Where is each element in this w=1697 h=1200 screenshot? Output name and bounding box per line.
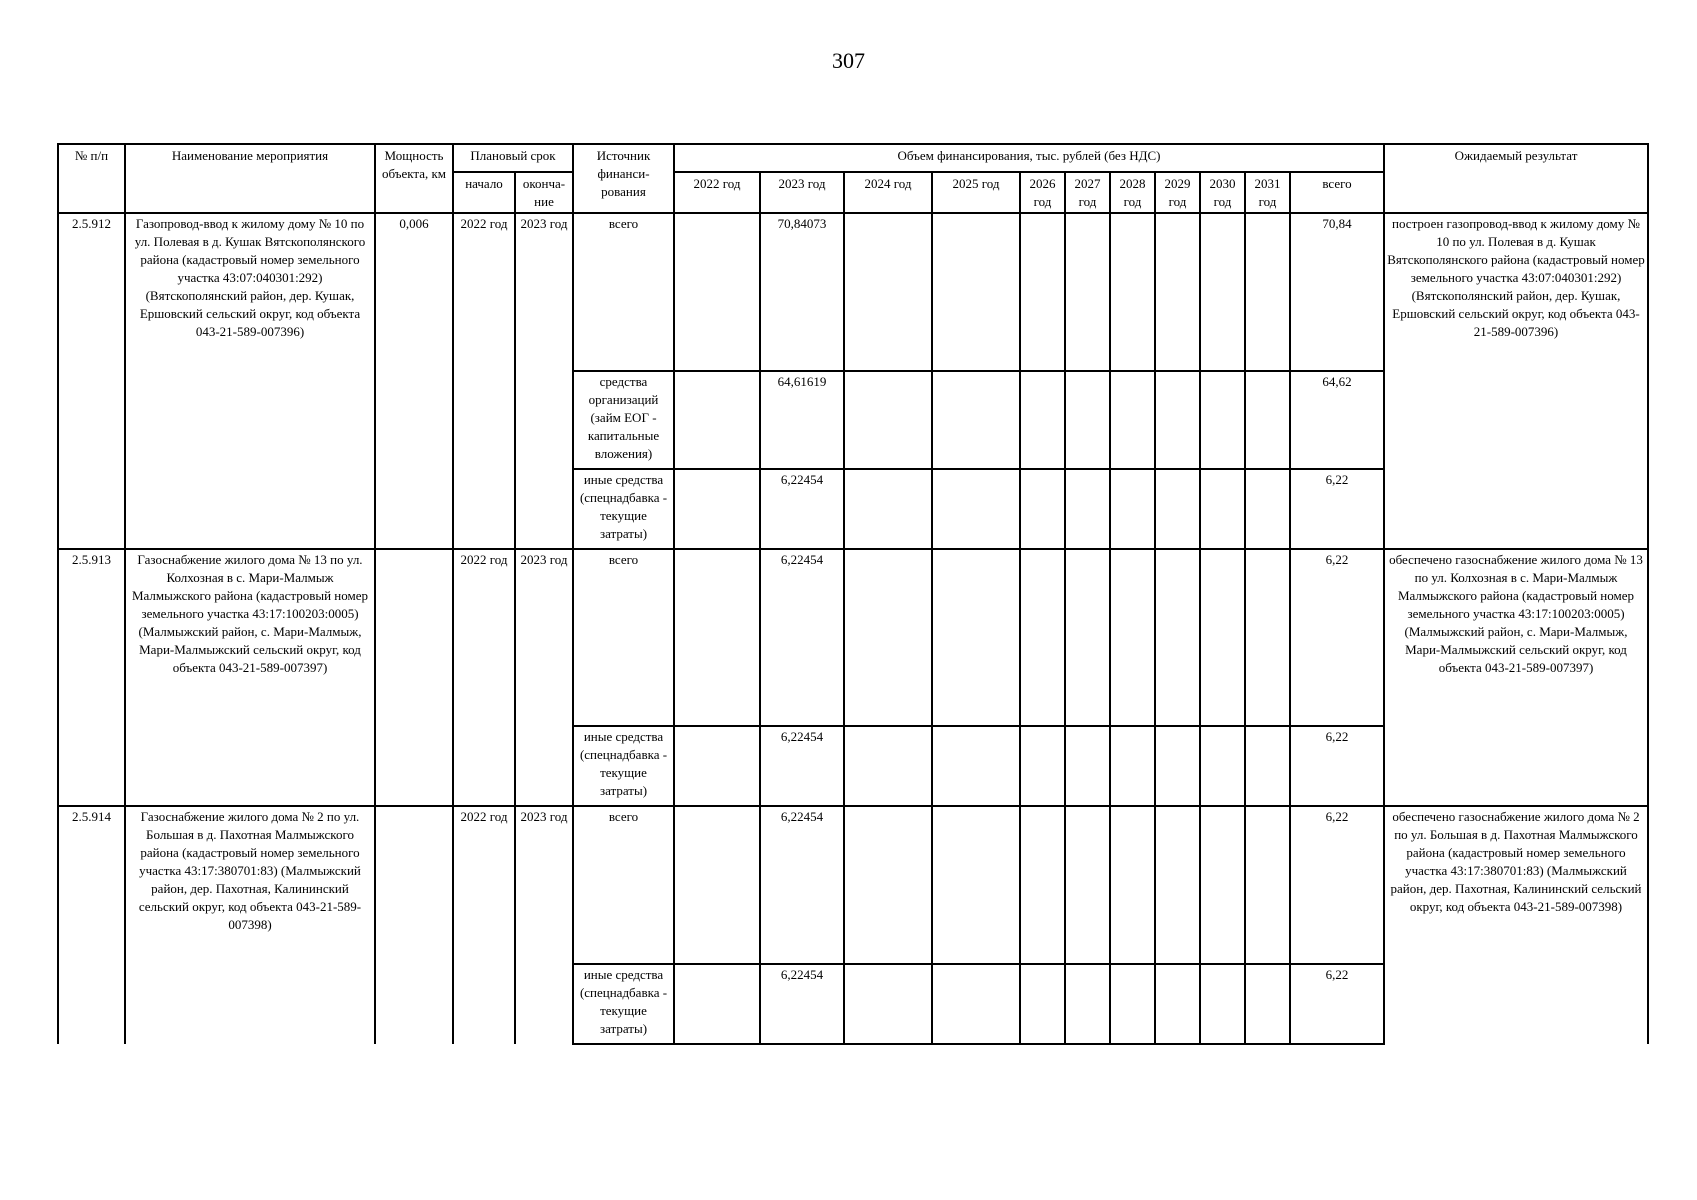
row-start: 2022 год: [453, 213, 515, 549]
header-capacity: Мощность объекта, км: [375, 144, 453, 213]
value-2027: [1065, 371, 1110, 469]
value-2030: [1200, 549, 1245, 726]
value-2023: 6,22454: [760, 726, 844, 806]
value-2030: [1200, 964, 1245, 1044]
value-2022: [674, 964, 760, 1044]
header-term-start: начало: [453, 172, 515, 213]
value-2025: [932, 726, 1020, 806]
value-2023: 6,22454: [760, 806, 844, 964]
value-2024: [844, 549, 932, 726]
value-2022: [674, 806, 760, 964]
value-2023: 70,84073: [760, 213, 844, 371]
header-term-end: оконча-ние: [515, 172, 573, 213]
value-2027: [1065, 213, 1110, 371]
value-2029: [1155, 469, 1200, 549]
value-2028: [1110, 806, 1155, 964]
value-2023: 6,22454: [760, 549, 844, 726]
value-2028: [1110, 964, 1155, 1044]
value-2024: [844, 964, 932, 1044]
header-num: № п/п: [58, 144, 125, 213]
value-2026: [1020, 371, 1065, 469]
header-year: 2024 год: [844, 172, 932, 213]
value-2030: [1200, 371, 1245, 469]
value-2025: [932, 549, 1020, 726]
row-start: 2022 год: [453, 806, 515, 1044]
value-total: 64,62: [1290, 371, 1384, 469]
value-2022: [674, 371, 760, 469]
row-end: 2023 год: [515, 806, 573, 1044]
value-2022: [674, 726, 760, 806]
page-number: 307: [832, 48, 865, 73]
value-2028: [1110, 726, 1155, 806]
value-total: 70,84: [1290, 213, 1384, 371]
value-2025: [932, 964, 1020, 1044]
header-source: Источник финанси-рования: [573, 144, 674, 213]
source-label: средства организаций (займ ЕОГ - капитальные вложения): [573, 371, 674, 469]
source-label: иные средства (спецнадбавка - текущие затраты): [573, 469, 674, 549]
value-total: 6,22: [1290, 964, 1384, 1044]
value-2025: [932, 806, 1020, 964]
value-2030: [1200, 806, 1245, 964]
row-capacity: [375, 806, 453, 1044]
row-result: обеспечено газоснабжение жилого дома № 13 по ул. Колхозная в с. Мари-Малмыж Малмыжского района (кадастровый номер земельного участка 43:17:100203:0005) (Малмыжский район, с. Мари-Малмыж, Мари-Малмыжский сельский округ, код объекта 043-21-589-007397): [1384, 549, 1648, 806]
header-year: 2027 год: [1065, 172, 1110, 213]
value-2022: [674, 549, 760, 726]
value-2025: [932, 371, 1020, 469]
value-2024: [844, 806, 932, 964]
row-name: Газоснабжение жилого дома № 2 по ул. Большая в д. Пахотная Малмыжского района (кадастровый номер земельного участка 43:17:380701:83) (Малмыжский район, дер. Пахотная, Калининский сельский округ, код объекта 043-21-589-007398): [125, 806, 375, 1044]
header-year: 2022 год: [674, 172, 760, 213]
value-2030: [1200, 213, 1245, 371]
row-capacity: [375, 549, 453, 806]
value-2028: [1110, 549, 1155, 726]
value-total: 6,22: [1290, 549, 1384, 726]
value-2023: 6,22454: [760, 964, 844, 1044]
value-2028: [1110, 469, 1155, 549]
row-start: 2022 год: [453, 549, 515, 806]
value-2029: [1155, 549, 1200, 726]
value-2026: [1020, 469, 1065, 549]
row-result: построен газопровод-ввод к жилому дому № 10 по ул. Полевая в д. Кушак Вятскополянского района (кадастровый номер земельного участка 43:07:040301:292) (Вятскополянский район, дер. Кушак, Ершовский сельский округ, код объекта 043-21-589-007396): [1384, 213, 1648, 549]
value-2030: [1200, 726, 1245, 806]
value-2022: [674, 213, 760, 371]
value-2027: [1065, 469, 1110, 549]
value-2024: [844, 726, 932, 806]
value-2026: [1020, 964, 1065, 1044]
row-name: Газопровод-ввод к жилому дому № 10 по ул. Полевая в д. Кушак Вятскополянского района (кадастровый номер земельного участка 43:07:040301:292) (Вятскополянский район, дер. Кушак, Ершовский сельский округ, код объекта 043-21-589-007396): [125, 213, 375, 549]
source-label: иные средства (спецнадбавка - текущие затраты): [573, 726, 674, 806]
header-name: Наименование мероприятия: [125, 144, 375, 213]
row-result: обеспечено газоснабжение жилого дома № 2 по ул. Большая в д. Пахотная Малмыжского района (кадастровый номер земельного участка 43:17:380701:83) (Малмыжский район, дер. Пахотная, Калининский сельский округ, код объекта 043-21-589-007398): [1384, 806, 1648, 1044]
value-total: 6,22: [1290, 469, 1384, 549]
value-2027: [1065, 806, 1110, 964]
value-2029: [1155, 964, 1200, 1044]
row-end: 2023 год: [515, 213, 573, 549]
value-total: 6,22: [1290, 806, 1384, 964]
source-label: иные средства (спецнадбавка - текущие затраты): [573, 964, 674, 1044]
header-volume: Объем финансирования, тыс. рублей (без НДС): [674, 144, 1384, 172]
value-2026: [1020, 549, 1065, 726]
value-2031: [1245, 806, 1290, 964]
financing-table: [57, 143, 1649, 1045]
value-2031: [1245, 469, 1290, 549]
table-row: [58, 806, 1648, 964]
table-row: [58, 549, 1648, 726]
row-capacity: 0,006: [375, 213, 453, 549]
value-2031: [1245, 213, 1290, 371]
row-num: 2.5.913: [58, 549, 125, 806]
value-2030: [1200, 469, 1245, 549]
header-term: Плановый срок: [453, 144, 573, 172]
value-2029: [1155, 213, 1200, 371]
row-end: 2023 год: [515, 549, 573, 806]
value-2026: [1020, 213, 1065, 371]
value-2031: [1245, 371, 1290, 469]
value-2023: 6,22454: [760, 469, 844, 549]
value-2023: 64,61619: [760, 371, 844, 469]
value-2028: [1110, 371, 1155, 469]
header-year: 2023 год: [760, 172, 844, 213]
value-2025: [932, 469, 1020, 549]
row-num: 2.5.914: [58, 806, 125, 1044]
value-2029: [1155, 806, 1200, 964]
value-2024: [844, 469, 932, 549]
value-2031: [1245, 726, 1290, 806]
value-2027: [1065, 726, 1110, 806]
value-2026: [1020, 806, 1065, 964]
table-row: [58, 213, 1648, 371]
source-label: всего: [573, 549, 674, 726]
value-2026: [1020, 726, 1065, 806]
header-year: 2031 год: [1245, 172, 1290, 213]
value-2031: [1245, 549, 1290, 726]
value-2031: [1245, 964, 1290, 1044]
value-2024: [844, 213, 932, 371]
header-result: Ожидаемый результат: [1384, 144, 1648, 213]
header-year: 2025 год: [932, 172, 1020, 213]
value-total: 6,22: [1290, 726, 1384, 806]
table-header: [58, 144, 1648, 213]
header-total: всего: [1290, 172, 1384, 213]
source-label: всего: [573, 806, 674, 964]
header-year: 2029 год: [1155, 172, 1200, 213]
value-2024: [844, 371, 932, 469]
value-2027: [1065, 964, 1110, 1044]
value-2028: [1110, 213, 1155, 371]
header-year: 2028 год: [1110, 172, 1155, 213]
value-2029: [1155, 371, 1200, 469]
row-name: Газоснабжение жилого дома № 13 по ул. Колхозная в с. Мари-Малмыж Малмыжского района (кадастровый номер земельного участка 43:17:100203:0005) (Малмыжский район, с. Мари-Малмыж, Мари-Малмыжский сельский округ, код объекта 043-21-589-007397): [125, 549, 375, 806]
header-year: 2030 год: [1200, 172, 1245, 213]
value-2027: [1065, 549, 1110, 726]
row-num: 2.5.912: [58, 213, 125, 549]
value-2029: [1155, 726, 1200, 806]
source-label: всего: [573, 213, 674, 371]
table-body: [58, 213, 1648, 1044]
header-year: 2026 год: [1020, 172, 1065, 213]
value-2025: [932, 213, 1020, 371]
value-2022: [674, 469, 760, 549]
